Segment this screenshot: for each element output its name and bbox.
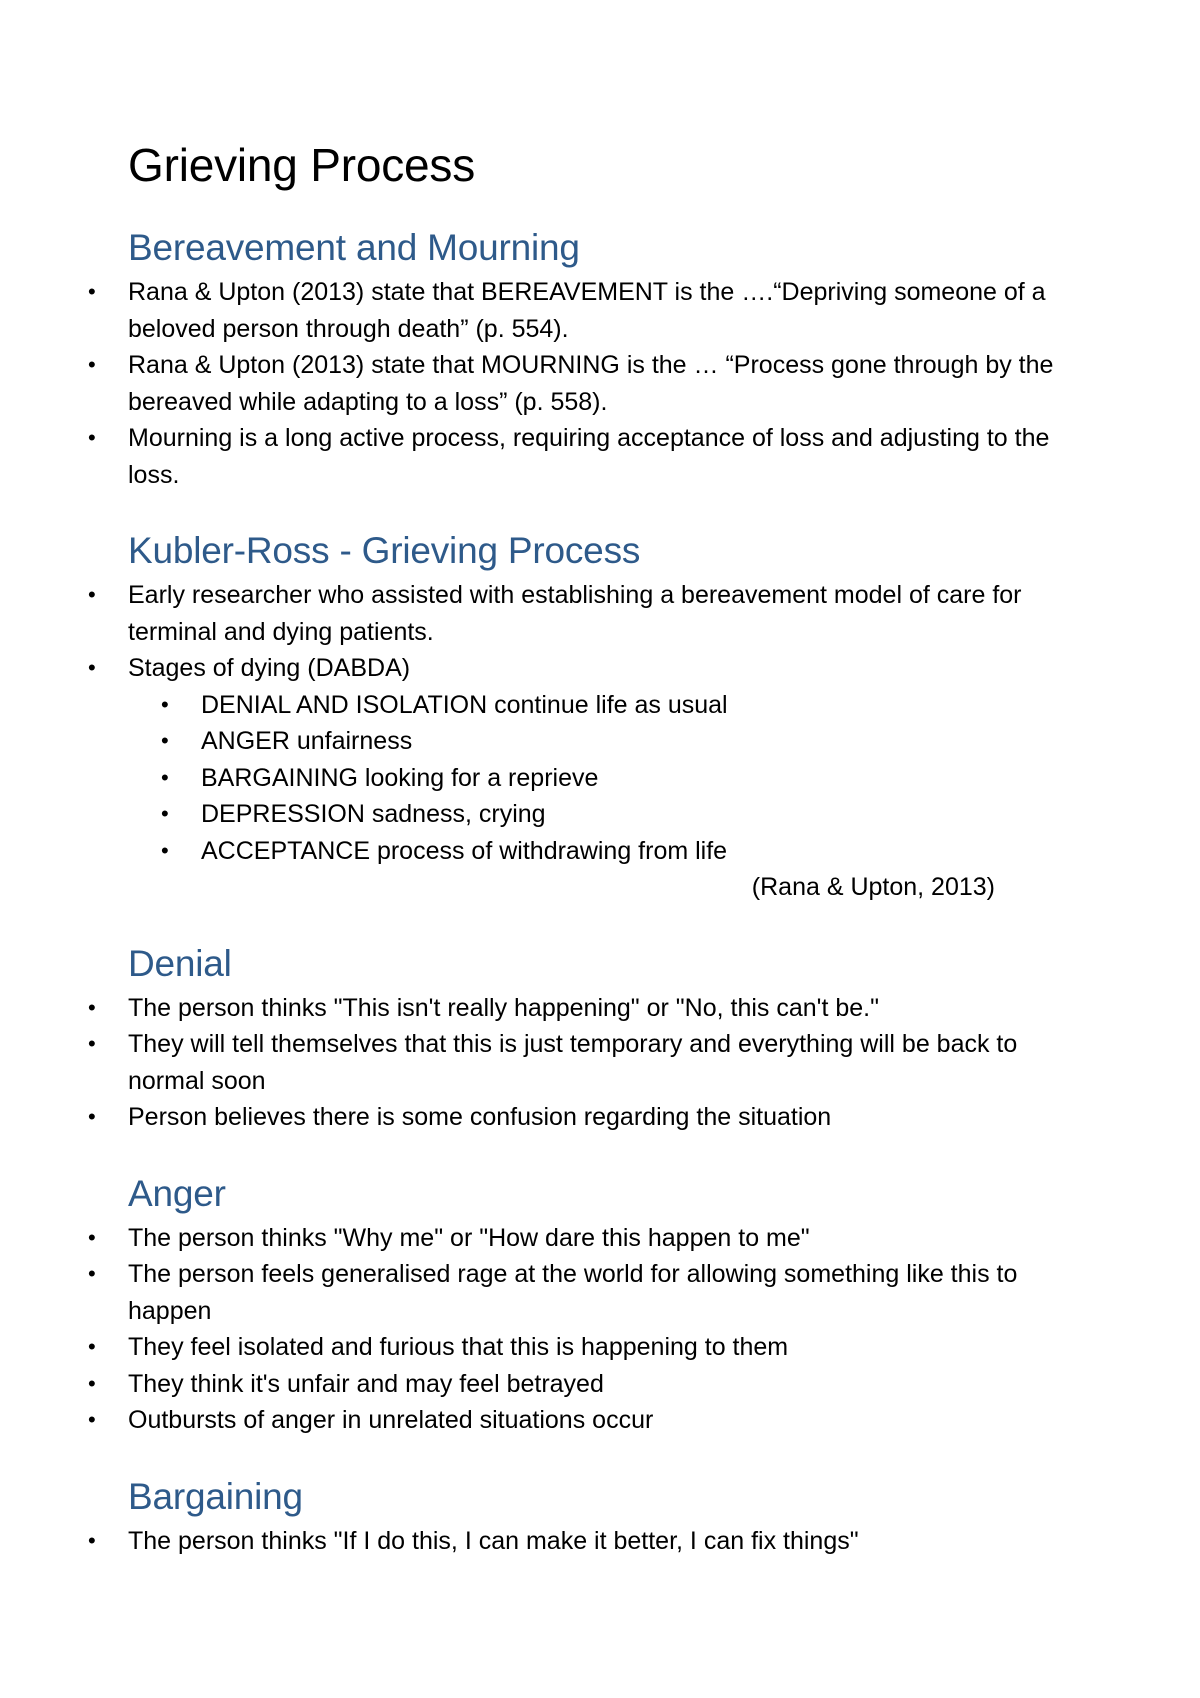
section-bargaining — [128, 1475, 1100, 1560]
section-denial — [128, 942, 1100, 1136]
list-item: • The person thinks "Why me" or "How dare this happen to me" — [128, 1220, 1100, 1257]
sub-bullet-list — [128, 687, 1100, 870]
bullet-list — [128, 1523, 1100, 1560]
section-heading: Kubler-Ross - Grieving Process — [128, 530, 641, 571]
list-item: • Stages of dying (DABDA) — [128, 650, 1100, 687]
section-heading: Anger — [128, 1172, 226, 1214]
section-anger — [128, 1172, 1100, 1439]
sub-list-item: • ACCEPTANCE process of withdrawing from life — [201, 833, 1100, 870]
section-heading: Bereavement and Mourning — [128, 227, 580, 268]
bullet-list — [128, 274, 1100, 493]
list-item: • They will tell themselves that this is just temporary and everything will be back to normal soon — [128, 1026, 1100, 1099]
section-heading: Bargaining — [128, 1475, 303, 1517]
section-heading: Denial — [128, 942, 232, 984]
sub-list-item: • DEPRESSION sadness, crying — [201, 796, 1100, 833]
bullet-list — [128, 990, 1100, 1136]
bullet-list — [128, 577, 1100, 687]
list-item: • Rana & Upton (2013) state that BEREAVEMENT is the ….“Depriving someone of a beloved person through death” (p. 554). — [128, 274, 1100, 347]
section-bereavement-and-mourning — [128, 226, 1100, 493]
list-item: • The person feels generalised rage at the world for allowing something like this to happen — [128, 1256, 1100, 1329]
citation: (Rana & Upton, 2013) — [751, 873, 995, 901]
list-item: • Person believes there is some confusion regarding the situation — [128, 1099, 1100, 1136]
sub-list-item: • ANGER unfairness — [201, 723, 1100, 760]
bullet-list — [128, 1220, 1100, 1439]
list-item: • Outbursts of anger in unrelated situations occur — [128, 1402, 1100, 1439]
list-item: • They think it's unfair and may feel betrayed — [128, 1366, 1100, 1403]
list-item: • Early researcher who assisted with establishing a bereavement model of care for terminal and dying patients. — [128, 577, 1100, 650]
section-kubler-ross — [128, 529, 1100, 906]
list-item: • The person thinks "If I do this, I can make it better, I can fix things" — [128, 1523, 1100, 1560]
sub-list-item: • DENIAL AND ISOLATION continue life as usual — [201, 687, 1100, 724]
sub-list-item: • BARGAINING looking for a reprieve — [201, 760, 1100, 797]
list-item: • Rana & Upton (2013) state that MOURNING is the … “Process gone through by the bereaved while adapting to a loss” (p. 558). — [128, 347, 1100, 420]
list-item: • They feel isolated and furious that this is happening to them — [128, 1329, 1100, 1366]
document-title: Grieving Process — [128, 139, 476, 191]
list-item: • Mourning is a long active process, requiring acceptance of loss and adjusting to the loss. — [128, 420, 1100, 493]
list-item: • The person thinks "This isn't really happening" or "No, this can't be." — [128, 990, 1100, 1027]
